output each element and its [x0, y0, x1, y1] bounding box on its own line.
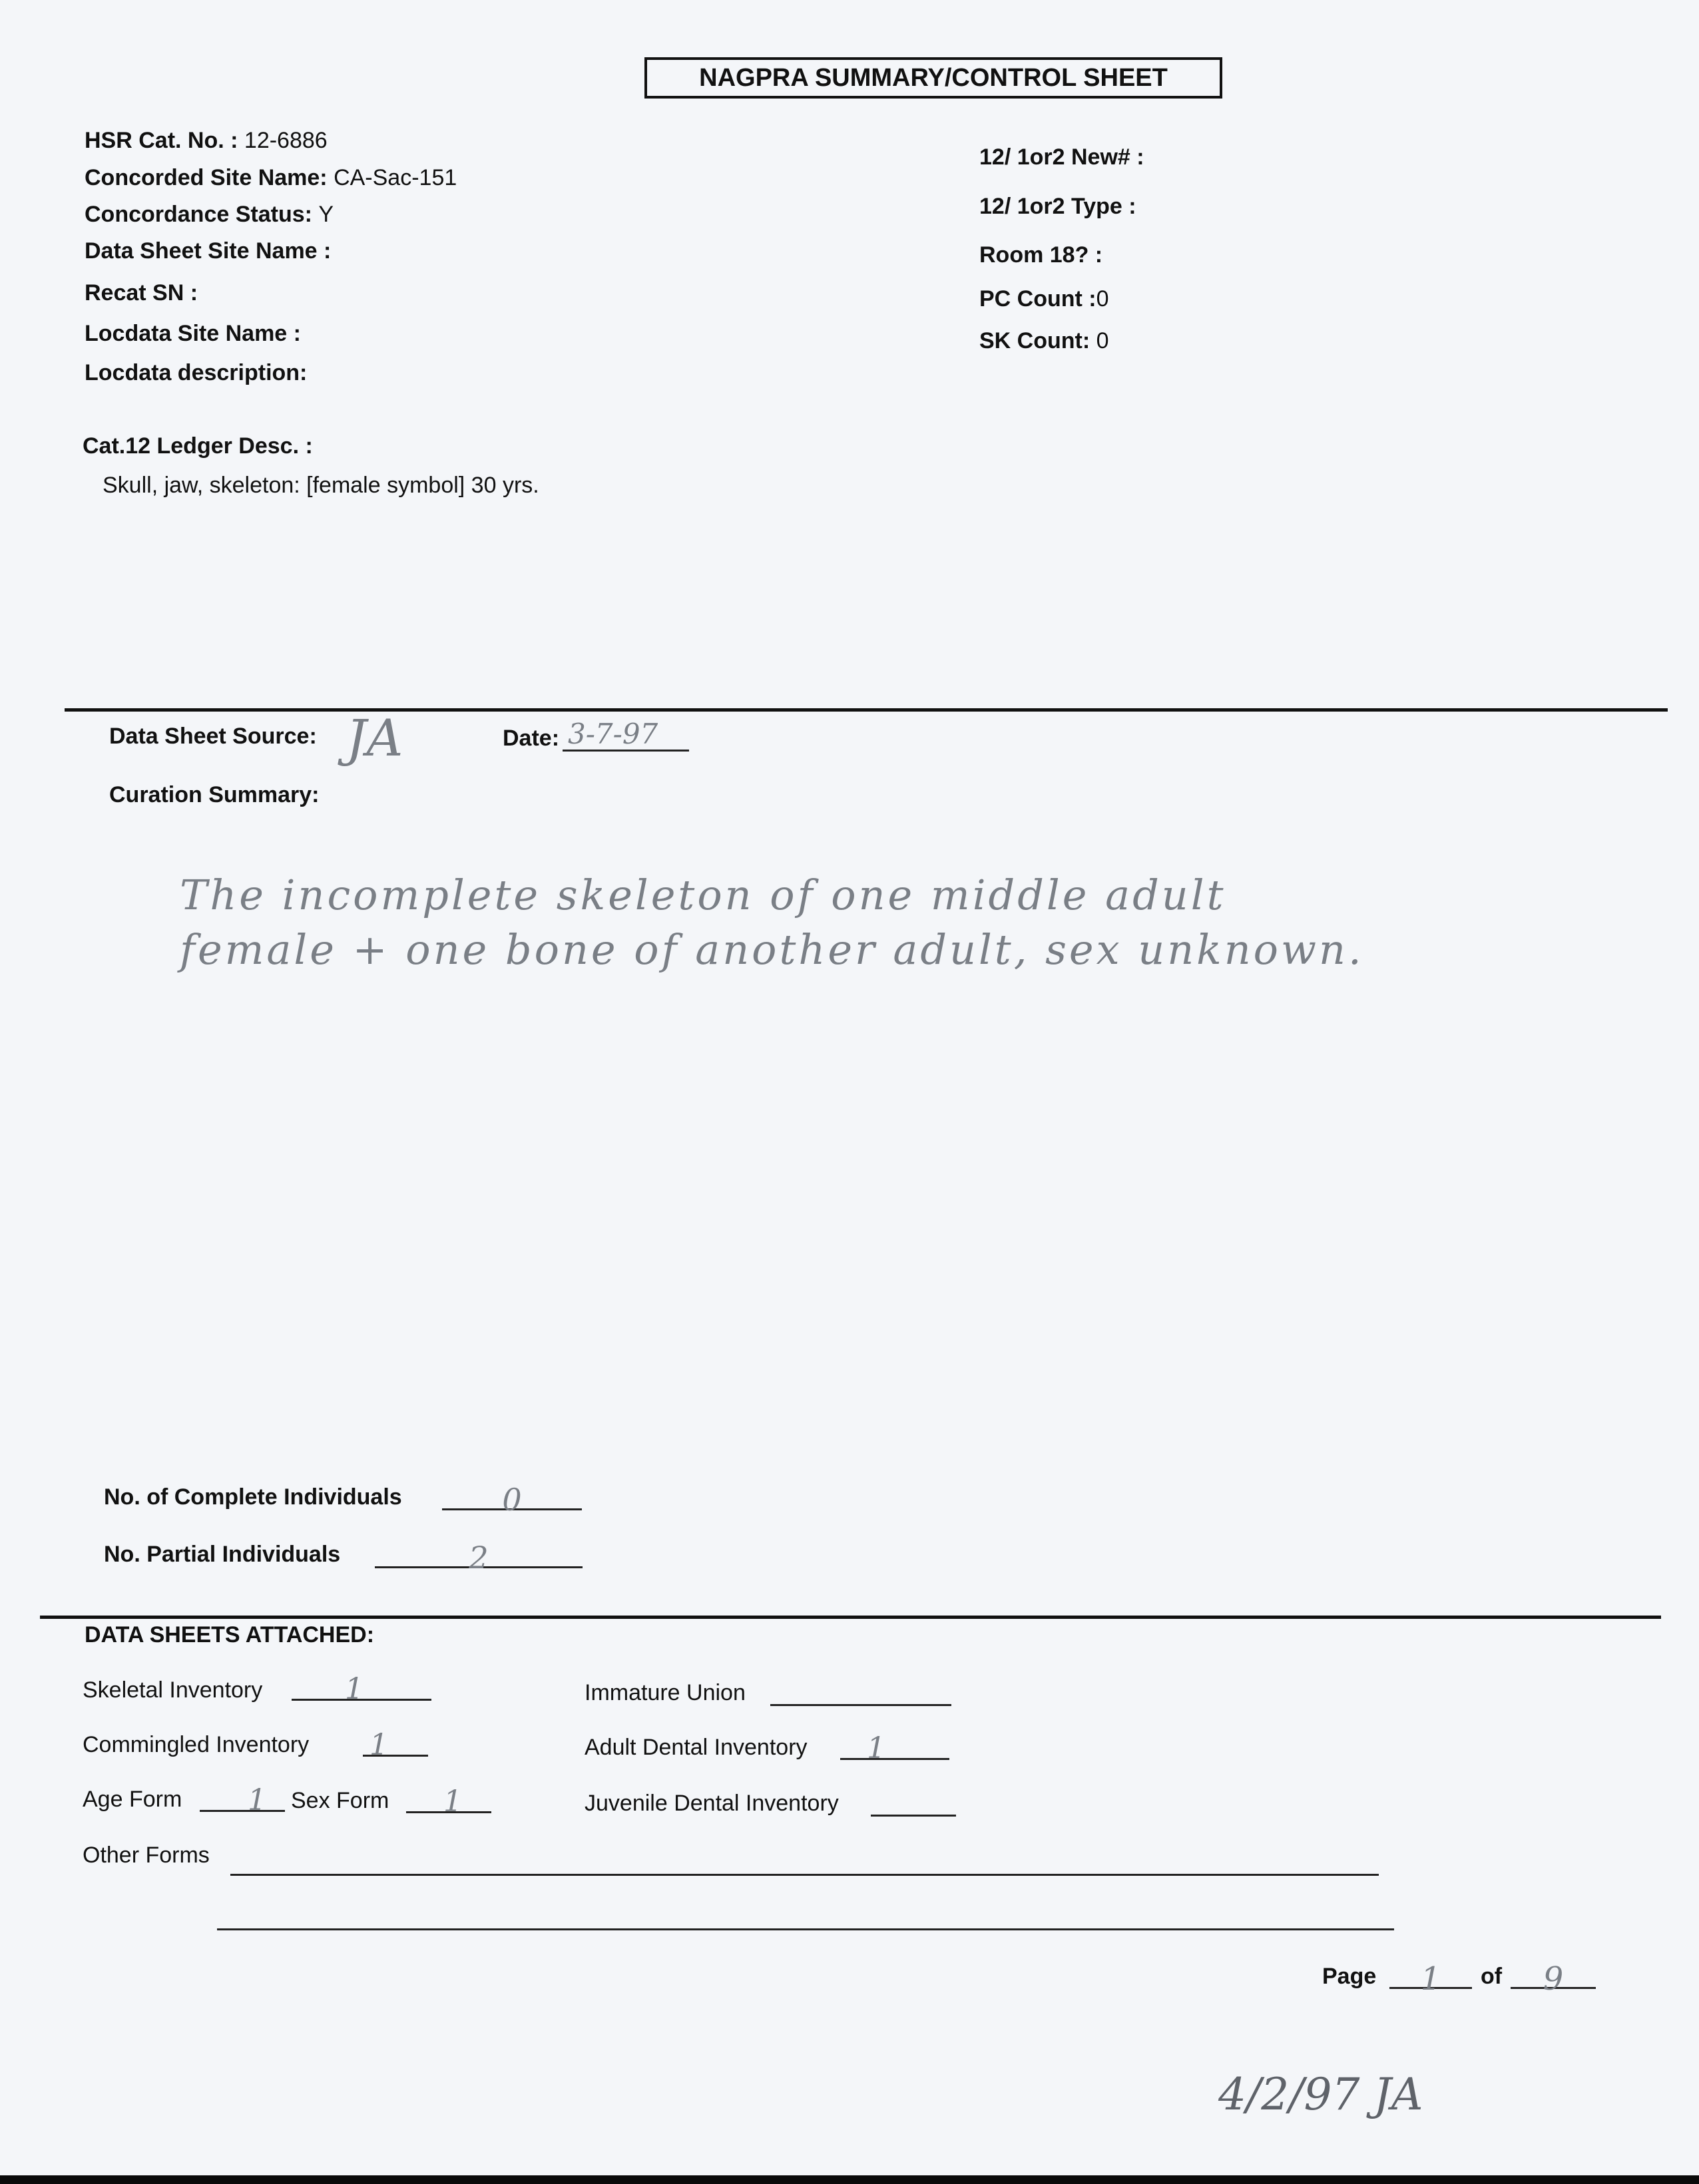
hsr-cat-no-field [85, 128, 328, 154]
section-divider-top [65, 708, 1668, 712]
data-sheets-attached-heading: DATA SHEETS ATTACHED: [85, 1622, 375, 1647]
complete-individuals-label: No. of Complete Individuals [104, 1484, 402, 1510]
sk-count-label: SK Count: [979, 328, 1091, 353]
source-initials: JA [346, 708, 403, 767]
adult-dental-inventory-field [840, 1731, 949, 1765]
concordance-status-value: Y [318, 202, 334, 227]
age-form-field [200, 1783, 285, 1817]
data-sheet-site-name-field [85, 238, 331, 264]
other-forms-line-2 [217, 1928, 1394, 1930]
locdata-site-name-label: Locdata Site Name : [85, 321, 301, 346]
other-forms-label: Other Forms [83, 1843, 210, 1868]
skeletal-inventory-label: Skeletal Inventory [83, 1677, 263, 1703]
partial-individuals-label: No. Partial Individuals [104, 1542, 341, 1567]
new-number-label: 12/ 1or2 New# : [979, 144, 1144, 170]
skeletal-inventory-field [292, 1672, 431, 1706]
concorded-site-name-field [85, 165, 457, 191]
data-sheet-source-label: Data Sheet Source: [109, 724, 317, 749]
concordance-status-label: Concordance Status: [85, 202, 312, 227]
sex-form-value: 1 [443, 1785, 462, 1819]
sex-form-field [406, 1785, 491, 1819]
locdata-description-field [85, 360, 307, 386]
partial-individuals-value: 2 [469, 1540, 489, 1576]
pc-count-field [979, 286, 1109, 312]
complete-individuals-field [442, 1482, 582, 1518]
recat-sn-label: Recat SN : [85, 280, 198, 306]
type-field [979, 194, 1136, 220]
date-field [563, 720, 689, 752]
locdata-description-label: Locdata description: [85, 360, 308, 385]
page-of-label: of [1481, 1964, 1503, 1989]
pc-count-label: PC Count : [979, 286, 1096, 312]
concorded-site-name-value: CA-Sac-151 [334, 165, 457, 190]
page-total-field [1511, 1960, 1596, 1998]
page-total-value: 9 [1543, 1960, 1564, 1998]
page-current-value: 1 [1420, 1960, 1441, 1998]
commingled-inventory-field [363, 1728, 428, 1762]
partial-individuals-field [375, 1540, 583, 1576]
handwritten-signoff: 4/2/97 JA [1218, 2069, 1423, 2120]
pc-count-value: 0 [1096, 286, 1109, 312]
other-forms-line-1 [230, 1874, 1379, 1876]
date-value: 3-7-97 [568, 718, 658, 750]
skeletal-inventory-value: 1 [345, 1672, 364, 1706]
new-number-field [979, 144, 1144, 170]
complete-individuals-value: 0 [502, 1482, 522, 1518]
scan-edge [0, 2175, 1699, 2184]
curation-summary-label: Curation Summary: [109, 782, 320, 807]
type-label: 12/ 1or2 Type : [979, 194, 1136, 219]
ledger-text: Skull, jaw, skeleton: [female symbol] 30 yrs. [103, 473, 539, 498]
curation-note-line-1: The incomplete skeleton of one middle adult [180, 871, 1226, 919]
sex-form-label: Sex Form [291, 1788, 389, 1813]
room-18-field [979, 242, 1102, 268]
age-form-value: 1 [248, 1783, 266, 1817]
hsr-cat-no-label: HSR Cat. No. : [85, 128, 238, 153]
juvenile-dental-inventory-label: Juvenile Dental Inventory [585, 1791, 839, 1816]
hsr-cat-no-value: 12-6886 [244, 128, 328, 153]
ledger-label: Cat.12 Ledger Desc. : [83, 433, 313, 459]
immature-union-label: Immature Union [585, 1680, 746, 1705]
juvenile-dental-inventory-field [871, 1788, 956, 1817]
date-label: Date: [503, 726, 560, 751]
room-18-label: Room 18? : [979, 242, 1103, 268]
page-label: Page [1322, 1964, 1377, 1989]
adult-dental-inventory-label: Adult Dental Inventory [585, 1735, 808, 1760]
sk-count-value: 0 [1096, 328, 1109, 353]
curation-note-line-2: female + one bone of another adult, sex unknown. [180, 925, 1364, 974]
form-title: NAGPRA SUMMARY/CONTROL SHEET [644, 57, 1222, 99]
sk-count-field [979, 328, 1109, 354]
data-sheet-site-name-label: Data Sheet Site Name : [85, 238, 332, 264]
recat-sn-field [85, 280, 198, 306]
page-current-field [1389, 1960, 1472, 1998]
locdata-site-name-field [85, 321, 301, 347]
section-divider-bottom [40, 1616, 1661, 1619]
immature-union-field [770, 1677, 951, 1706]
concordance-status-field [85, 202, 334, 228]
age-form-label: Age Form [83, 1787, 182, 1812]
commingled-inventory-label: Commingled Inventory [83, 1732, 310, 1757]
adult-dental-inventory-value: 1 [867, 1731, 885, 1765]
concorded-site-name-label: Concorded Site Name: [85, 165, 328, 190]
commingled-inventory-value: 1 [369, 1728, 388, 1762]
